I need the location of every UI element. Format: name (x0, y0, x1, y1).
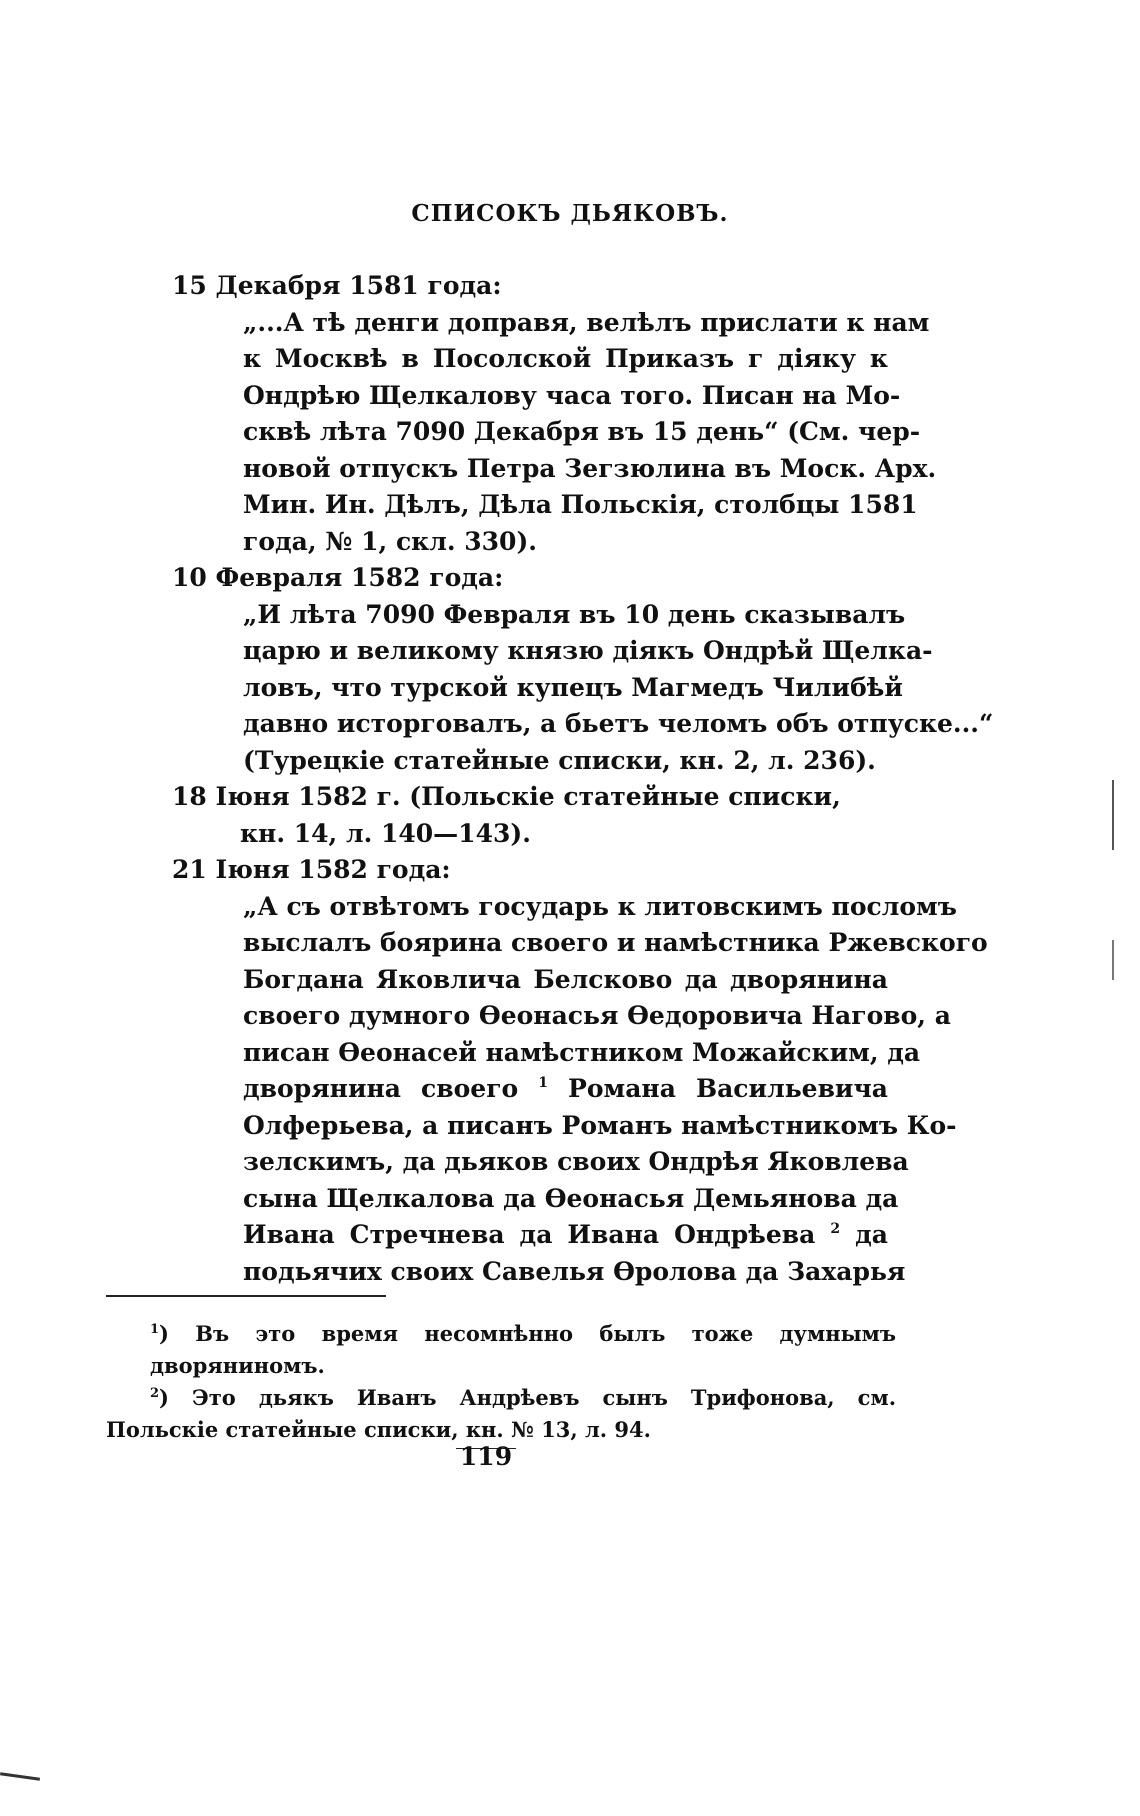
quote-line: „А съ отвѣтомъ государь к литовскимъ посломъ (243, 891, 957, 921)
quote-line: (Турецкіе статейные списки, кн. 2, л. 236). (243, 745, 876, 775)
footnote-number: 2 (150, 1386, 160, 1401)
page-number: 119 (459, 1442, 513, 1471)
scan-artifact (1112, 940, 1114, 980)
entry-date: 18 Іюня 1582 г. (Польскіе статейные списки, кн. 14, л. 140—143). (172, 782, 841, 848)
quote-line: зелскимъ, да дьяков своих Ондрѣя Яковлева (243, 1147, 909, 1176)
quote-line (243, 1217, 888, 1254)
footnote-text: ) Это дьякъ Иванъ Андрѣевъ сынъ Трифонова, см. Польскіе статейные списки, кн. № 13, л. 94. (106, 1385, 896, 1442)
entry-date: 15 Декабря 1581 года: (172, 271, 502, 300)
entry-quote (168, 305, 937, 561)
quote-line: писан Ѳеонасей намѣстником Можайским, да (243, 1037, 921, 1067)
footnote-mark: 2 (830, 1221, 841, 1237)
footnote-divider (106, 1295, 386, 1297)
page-heading: СПИСОКЪ ДЬЯКОВЪ. (411, 200, 729, 227)
quote-segment: дворянина своего (243, 1074, 519, 1103)
entry-date: 21 Іюня 1582 года: (172, 855, 451, 884)
entry-date: 10 Февраля 1582 года: (172, 563, 504, 592)
quote-line: царю и великому князю діякъ Ондрѣй Щелка- (243, 636, 933, 665)
scan-artifact (0, 1772, 40, 1781)
quote-line: „И лѣта 7090 Февраля въ 10 день сказывалъ (243, 599, 906, 629)
footnotes (106, 1318, 896, 1446)
quote-line: „...А тѣ денги доправя, велѣлъ прислати к нам (243, 307, 930, 337)
quote-line: своего думного Ѳеонасья Ѳедоровича Нагово, а (243, 1001, 951, 1030)
quote-line: сына Щелкалова да Ѳеонасья Демьянова да (243, 1183, 899, 1213)
quote-line: года, № 1, скл. 330). (243, 526, 537, 556)
quote-line: выслалъ боярина своего и намѣстника Ржевского (243, 928, 988, 957)
footnote-mark: 1 (538, 1075, 548, 1091)
scan-artifact (1112, 780, 1114, 850)
quote-line: подьячих своих Савелья Ѳролова да Захарья (243, 1256, 906, 1286)
quote-segment: Ивана Стречнева да Ивана Ондрѣева (243, 1220, 816, 1249)
footnote (106, 1318, 896, 1382)
quote-line (243, 1071, 888, 1108)
quote-line: Олферьева, а писанъ Романъ намѣстникомъ Ко- (243, 1110, 957, 1140)
footnote (106, 1382, 896, 1446)
quote-line: новой отпускъ Петра Зегзюлина въ Моск. Арх. (243, 453, 937, 483)
entries-list (168, 268, 994, 1290)
quote-line: Богдана Яковлича Белсково да дворянина (243, 964, 888, 994)
quote-line: Мин. Ин. Дѣлъ, Дѣла Польскія, столбцы 1581 (243, 490, 918, 519)
quote-line: ловъ, что турской купецъ Магмедъ Чилибѣй (243, 672, 903, 702)
quote-line: к Москвѣ в Посолской Приказъ г діяку к (243, 344, 888, 373)
footnote-number: 1 (150, 1322, 160, 1337)
quote-line: Ондрѣю Щелкалову часа того. Писан на Мо- (243, 380, 901, 410)
quote-line: сквѣ лѣта 7090 Декабря въ 15 день“ (См. чер- (243, 417, 921, 446)
footnote-text: ) Въ это время несомнѣнно былъ тоже думнымъ дворяниномъ. (150, 1321, 896, 1378)
entry-quote (168, 889, 988, 1291)
quote-segment: да (855, 1220, 888, 1249)
quote-line: давно исторговалъ, а бьетъ челомъ объ отпуске...“ (243, 709, 994, 738)
quote-segment: Романа Васильевича (568, 1074, 888, 1103)
entry-quote (168, 597, 994, 780)
